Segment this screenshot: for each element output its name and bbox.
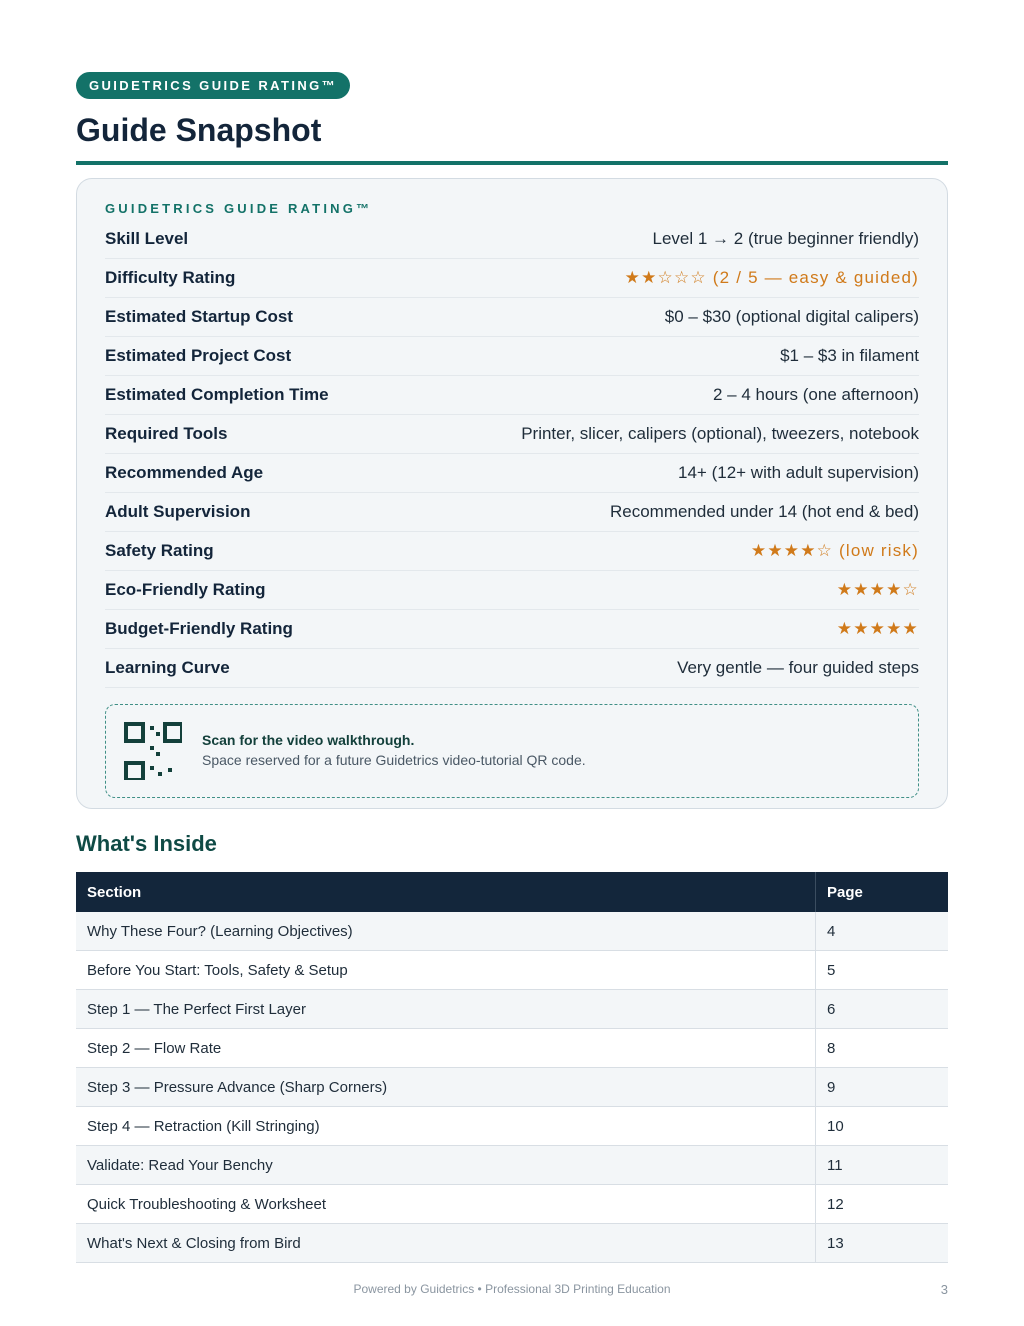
toc-section: Why These Four? (Learning Objectives) bbox=[76, 912, 816, 951]
table-row bbox=[76, 1224, 948, 1263]
title-divider bbox=[76, 161, 948, 165]
toc-header-page: Page bbox=[816, 872, 949, 912]
rating-row-required-tools bbox=[105, 415, 919, 454]
rating-row-difficulty bbox=[105, 259, 919, 298]
table-row bbox=[76, 990, 948, 1029]
rating-label: Budget-Friendly Rating bbox=[105, 619, 293, 638]
qr-title: Scan for the video walkthrough. bbox=[202, 732, 415, 748]
table-row bbox=[76, 951, 948, 990]
toc-section: What's Next & Closing from Bird bbox=[76, 1224, 816, 1263]
toc-page: 8 bbox=[816, 1029, 949, 1068]
rating-row-skill-level bbox=[105, 220, 919, 259]
toc-page: 4 bbox=[816, 912, 949, 951]
qr-text bbox=[202, 731, 586, 771]
rating-label: Estimated Startup Cost bbox=[105, 307, 293, 326]
page-title: Guide Snapshot bbox=[76, 112, 322, 148]
page-number: 3 bbox=[940, 1282, 948, 1297]
page-content bbox=[76, 72, 948, 1263]
table-row bbox=[76, 1107, 948, 1146]
toc-section: Step 1 — The Perfect First Layer bbox=[76, 990, 816, 1029]
rating-value: 14+ (12+ with adult supervision) bbox=[678, 463, 919, 482]
toc-page: 10 bbox=[816, 1107, 949, 1146]
table-row bbox=[76, 1029, 948, 1068]
budget-stars: ★★★★★ bbox=[836, 619, 919, 638]
rating-label: Estimated Completion Time bbox=[105, 385, 329, 404]
toc-page: 13 bbox=[816, 1224, 949, 1263]
toc-title: What's Inside bbox=[76, 831, 217, 856]
rating-row-startup-cost bbox=[105, 298, 919, 337]
rating-rows bbox=[105, 220, 919, 688]
rating-label: Eco-Friendly Rating bbox=[105, 580, 266, 599]
qr-subtitle: Space reserved for a future Guidetrics video-tutorial QR code. bbox=[202, 752, 586, 768]
toc-page: 12 bbox=[816, 1185, 949, 1224]
rating-label: Learning Curve bbox=[105, 658, 230, 677]
rating-value: 2 – 4 hours (one afternoon) bbox=[712, 385, 919, 404]
toc-page: 11 bbox=[816, 1146, 949, 1185]
rating-value: Level 1 → 2 (true beginner friendly) bbox=[652, 229, 919, 248]
difficulty-stars: ★★☆☆☆ (2 / 5 — easy & guided) bbox=[624, 268, 919, 287]
rating-row-adult-supervision bbox=[105, 493, 919, 532]
toc-header-row bbox=[76, 872, 948, 912]
qr-placeholder-box bbox=[105, 704, 919, 798]
rating-value: Printer, slicer, calipers (optional), tweezers, notebook bbox=[521, 424, 919, 443]
toc-section: Step 2 — Flow Rate bbox=[76, 1029, 816, 1068]
rating-label: Safety Rating bbox=[105, 541, 214, 560]
rating-row-project-cost bbox=[105, 337, 919, 376]
toc-section: Before You Start: Tools, Safety & Setup bbox=[76, 951, 816, 990]
toc-page: 5 bbox=[816, 951, 949, 990]
eco-stars: ★★★★☆ bbox=[836, 580, 919, 599]
toc-header-section: Section bbox=[76, 872, 816, 912]
toc-section: Step 4 — Retraction (Kill Stringing) bbox=[76, 1107, 816, 1146]
rating-value: $0 – $30 (optional digital calipers) bbox=[664, 307, 919, 326]
toc-page: 9 bbox=[816, 1068, 949, 1107]
rating-value: $1 – $3 in filament bbox=[780, 346, 919, 365]
table-row bbox=[76, 1146, 948, 1185]
rating-row-eco-friendly bbox=[105, 571, 919, 610]
rating-label: Adult Supervision bbox=[105, 502, 251, 521]
toc-section: Step 3 — Pressure Advance (Sharp Corners) bbox=[76, 1068, 816, 1107]
safety-stars: ★★★★☆ (low risk) bbox=[750, 541, 919, 560]
toc-table bbox=[76, 872, 948, 1263]
rating-label: Difficulty Rating bbox=[105, 268, 236, 287]
rating-value: Very gentle — four guided steps bbox=[677, 658, 919, 677]
rating-label: Recommended Age bbox=[105, 463, 264, 482]
page-footer: Powered by Guidetrics • Professional 3D Printing Education bbox=[353, 1282, 671, 1296]
toc-page: 6 bbox=[816, 990, 949, 1029]
rating-card bbox=[76, 178, 948, 809]
toc-section: Quick Troubleshooting & Worksheet bbox=[76, 1185, 816, 1224]
rating-value: Recommended under 14 (hot end & bed) bbox=[609, 502, 919, 521]
rating-row-budget-friendly bbox=[105, 610, 919, 649]
rating-row-recommended-age bbox=[105, 454, 919, 493]
table-row bbox=[76, 1068, 948, 1107]
rating-row-learning-curve bbox=[105, 649, 919, 688]
rating-card-label: GUIDETRICS GUIDE RATING™ bbox=[105, 201, 373, 216]
rating-badge: GUIDETRICS GUIDE RATING™ bbox=[76, 72, 350, 99]
rating-label: Required Tools bbox=[105, 424, 228, 443]
toc-section: Validate: Read Your Benchy bbox=[76, 1146, 816, 1185]
rating-row-safety bbox=[105, 532, 919, 571]
rating-label: Skill Level bbox=[105, 229, 189, 248]
rating-label: Estimated Project Cost bbox=[105, 346, 292, 365]
table-row bbox=[76, 1185, 948, 1224]
rating-row-completion-time bbox=[105, 376, 919, 415]
qr-code-icon bbox=[124, 722, 182, 780]
table-row bbox=[76, 912, 948, 951]
